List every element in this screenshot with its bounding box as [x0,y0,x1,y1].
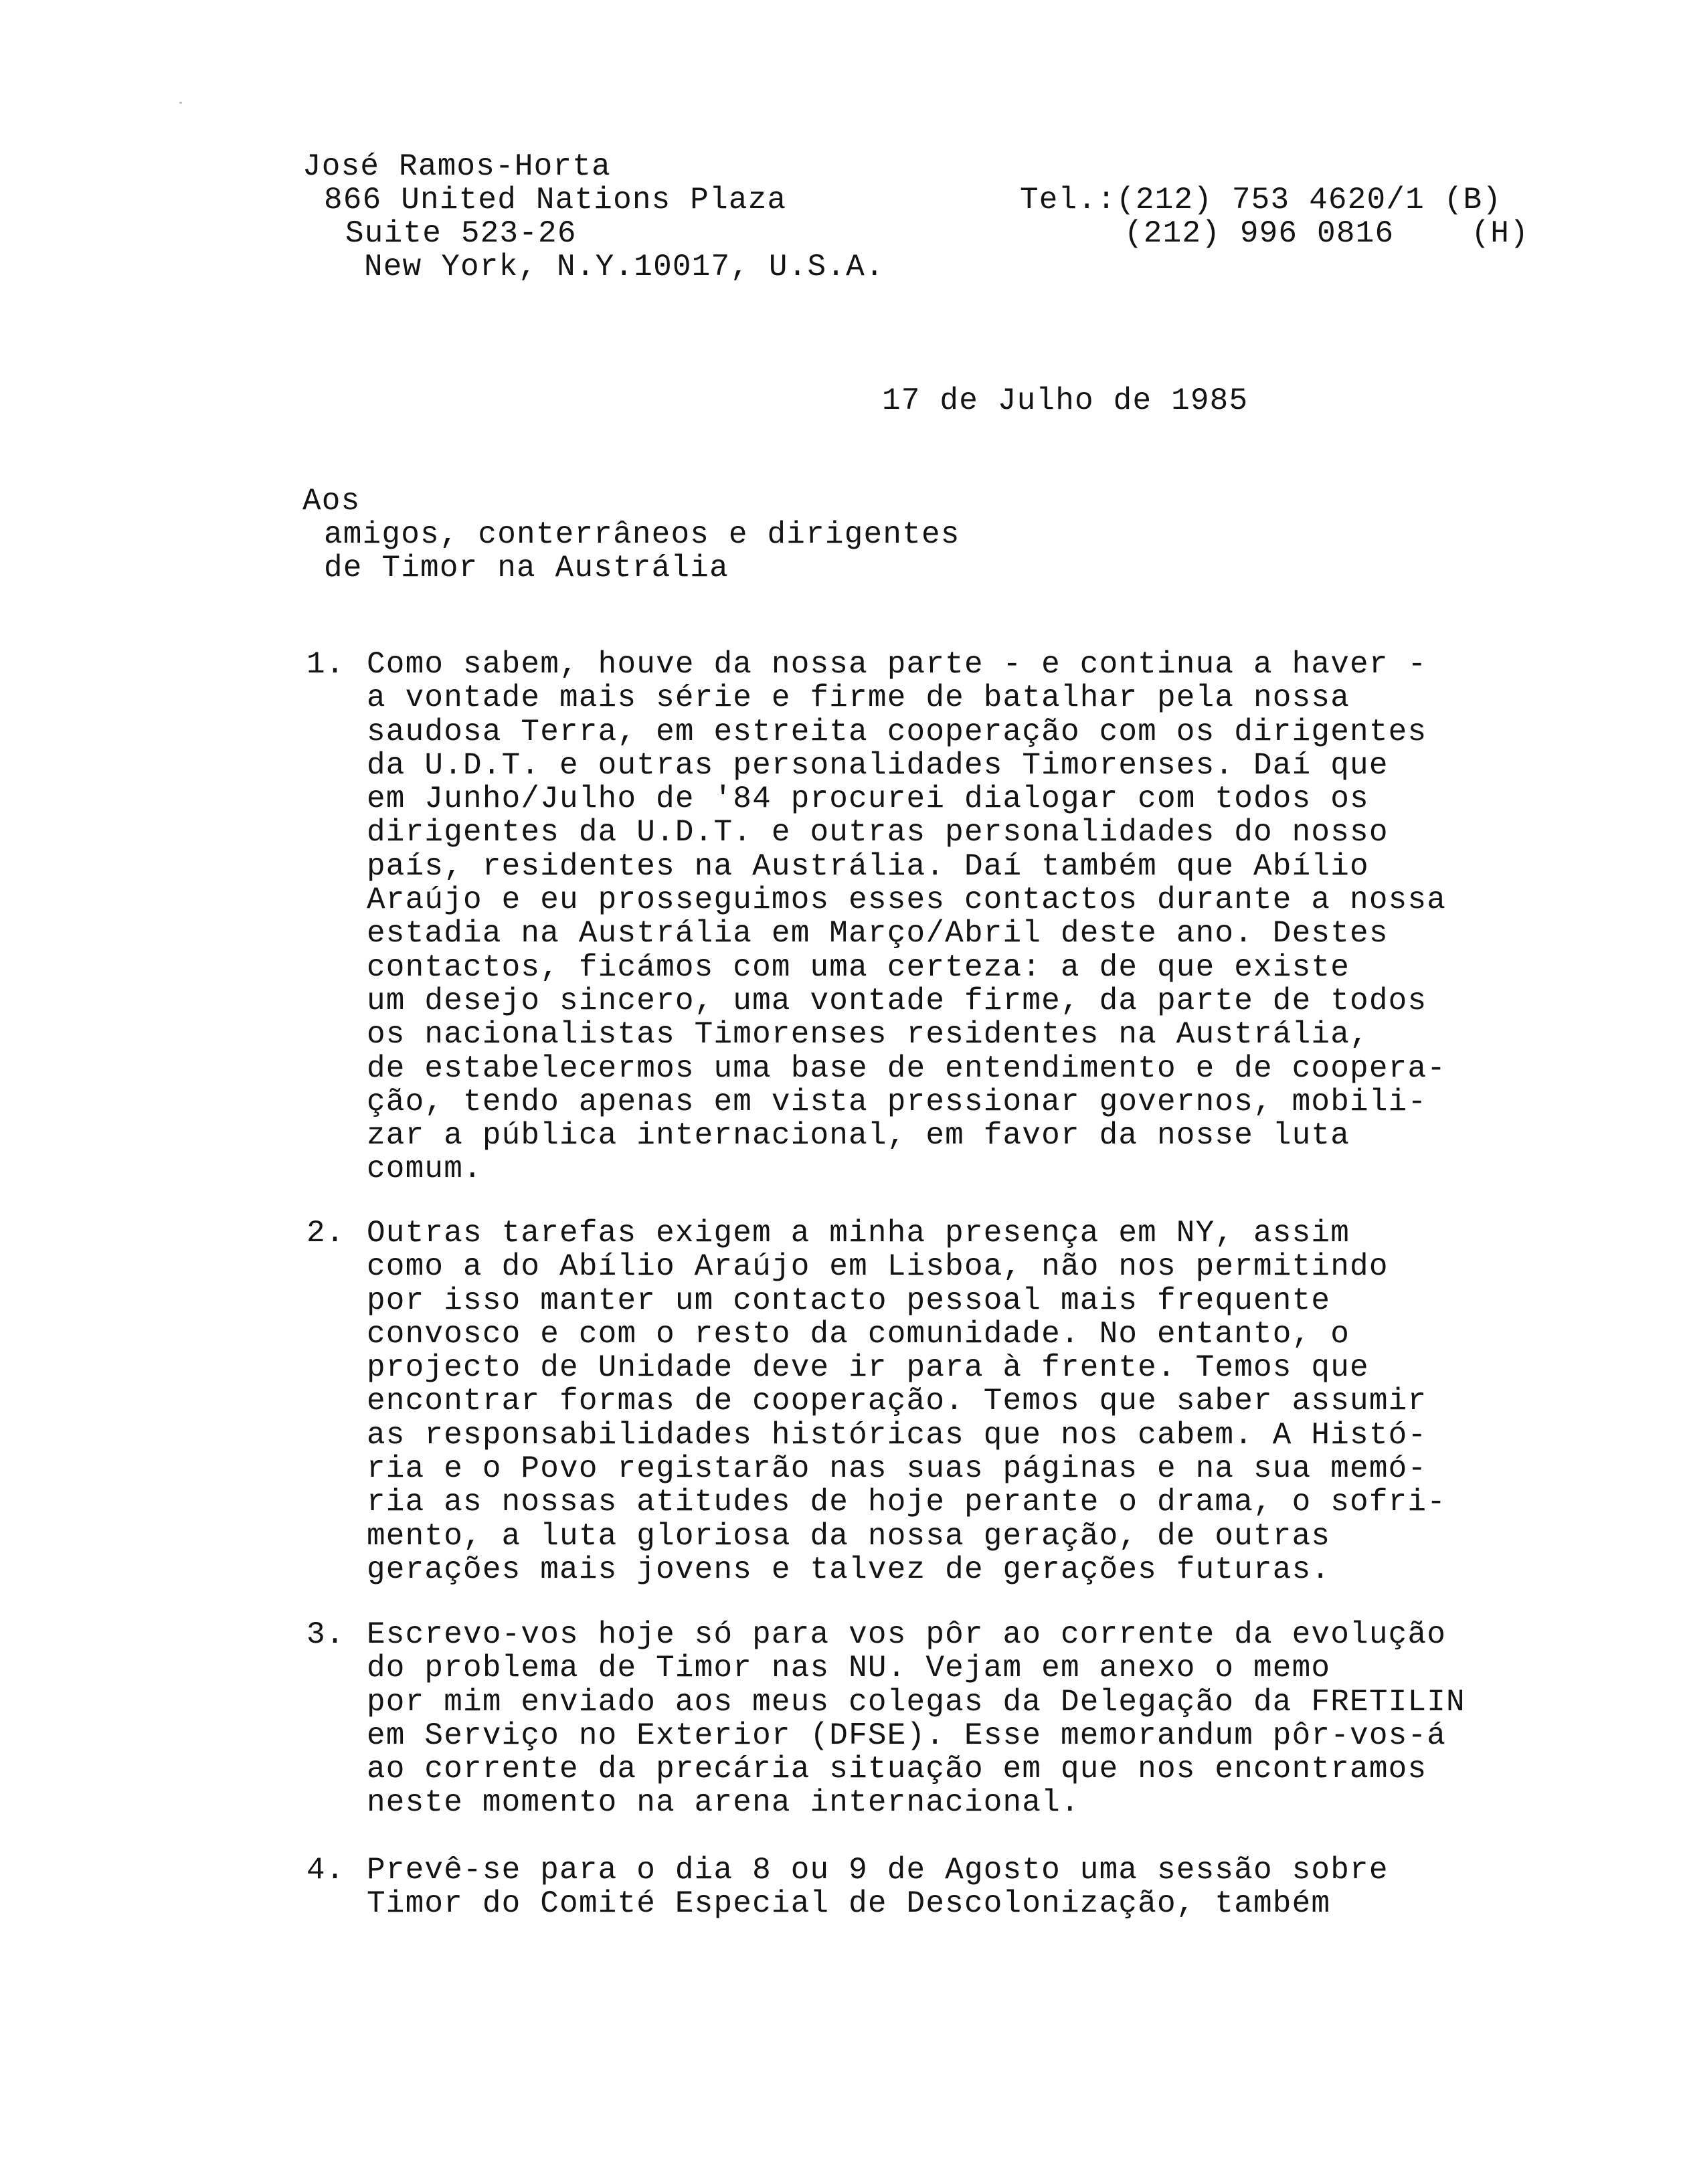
recipient-salutation: Aos [302,484,361,519]
letter-date: 17 de Julho de 1985 [882,383,1249,418]
paragraph-line: encontrar formas de cooperação. Temos que saber assumir [367,1384,1427,1419]
scan-speck [179,102,182,104]
paragraph-line: a vontade mais série e firme de batalhar pela nossa [367,680,1350,716]
paragraph-line: da U.D.T. e outras personalidades Timorenses. Daí que [367,747,1389,783]
paragraph-line: ção, tendo apenas em vista pressionar governos, mobili- [367,1084,1427,1119]
paragraph-line: dirigentes da U.D.T. e outras personalidades do nosso [367,815,1389,850]
paragraph-line: em Serviço no Exterior (DFSE). Esse memorandum pôr-vos-á [367,1718,1447,1753]
paragraph-line: por isso manter um contacto pessoal mais frequente [367,1283,1331,1318]
paragraph-line: Como sabem, houve da nossa parte - e continua a haver - [367,647,1427,682]
paragraph-line: os nacionalistas Timorenses residentes na Austrália, [367,1017,1369,1053]
recipient-line: de Timor na Austrália [324,551,729,585]
sender-address-street: 866 United Nations Plaza [324,183,787,217]
paragraph-line: país, residentes na Austrália. Daí também que Abílio [367,848,1369,884]
paragraph-line: de estabelecermos uma base de entendimento e de coopera- [367,1051,1447,1086]
recipient-line: amigos, conterrâneos e dirigentes [324,517,960,552]
paragraph-line: em Junho/Julho de '84 procurei dialogar com todos os [367,782,1369,817]
paragraph-line: como a do Abílio Araújo em Lisboa, não nos permitindo [367,1249,1389,1285]
paragraph-line: Araújo e eu prosseguimos esses contactos durante a nossa [367,883,1447,918]
paragraph-number: 2. [306,1216,345,1251]
paragraph-line: um desejo sincero, uma vontade firme, da parte de todos [367,983,1427,1018]
paragraph-line: as responsabilidades históricas que nos cabem. A Histó- [367,1417,1427,1453]
paragraph-line: ria e o Povo registarão nas suas páginas e na sua memó- [367,1451,1427,1487]
paragraph-line: neste momento na arena internacional. [367,1785,1080,1821]
paragraph-body [367,1216,1446,1586]
paragraph-line: Timor do Comité Especial de Descolonização, também [367,1886,1331,1922]
sender-name: José Ramos-Horta [302,149,611,184]
paragraph-line: saudosa Terra, em estreita cooperação com os dirigentes [367,714,1427,749]
paragraph-line: comum. [367,1152,482,1187]
paragraph-body [367,1853,1389,1921]
paragraph-body [367,648,1446,1186]
paragraph-line: do problema de Timor nas NU. Vejam em anexo o memo [367,1651,1331,1686]
paragraph-line: contactos, ficámos com uma certeza: a de que existe [367,949,1350,985]
paragraph-line: Escrevo-vos hoje só para vos pôr ao corrente da evolução [367,1617,1447,1652]
paragraph-line: ao corrente da precária situação em que nos encontramos [367,1752,1427,1787]
paragraph-line: zar a pública internacional, em favor da nosse luta [367,1118,1350,1154]
paragraph-line: gerações mais jovens e talvez de gerações futuras. [367,1552,1331,1587]
paragraph-line: estadia na Austrália em Março/Abril deste ano. Destes [367,916,1389,951]
sender-address-suite: Suite 523-26 [345,216,577,251]
paragraph-line: Prevê-se para o dia 8 ou 9 de Agosto uma sessão sobre [367,1853,1389,1888]
paragraph-number: 3. [306,1617,345,1652]
paragraph-line: convosco e com o resto da comunidade. No entanto, o [367,1316,1350,1352]
paragraph-number: 1. [306,647,345,682]
sender-address-city: New York, N.Y.10017, U.S.A. [364,250,885,284]
paragraph-number: 4. [306,1853,345,1888]
paragraph-line: mento, a luta gloriosa da nossa geração, de outras [367,1518,1331,1554]
phone-business: Tel.:(212) 753 4620/1 (B) [1020,183,1502,217]
paragraph-line: por mim enviado aos meus colegas da Delegação da FRETILIN [367,1684,1466,1720]
paragraph-line: projecto de Unidade deve ir para à frente. Temos que [367,1350,1369,1386]
phone-home: (212) 996 0816 (H) [1124,216,1529,251]
paragraph-body [367,1618,1466,1820]
paragraph-line: Outras tarefas exigem a minha presença em NY, assim [367,1216,1350,1251]
paragraph-line: ria as nossas atitudes de hoje perante o drama, o sofri- [367,1485,1447,1520]
